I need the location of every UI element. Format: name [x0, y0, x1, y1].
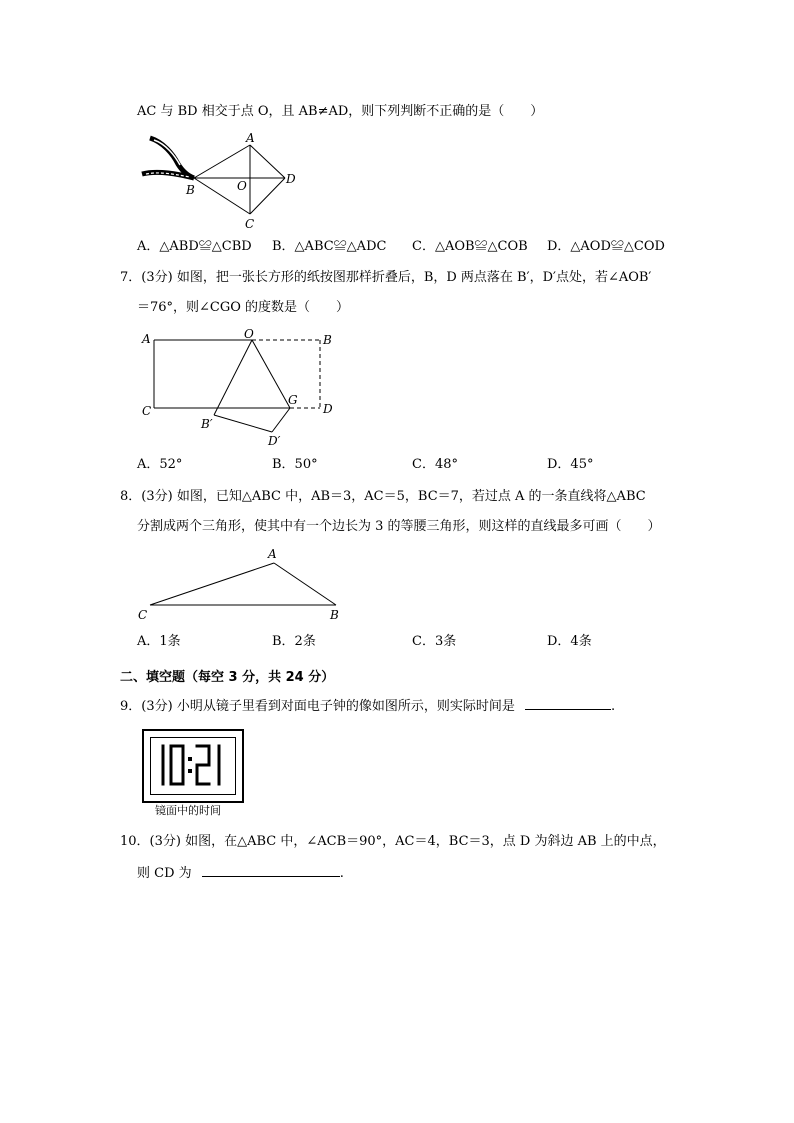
- label-G: G: [288, 393, 298, 407]
- edge-CA: [150, 563, 274, 605]
- section-title-fill-in: 二、填空题（每空 3 分，共 24 分）: [120, 670, 335, 685]
- label-D: D: [286, 172, 296, 186]
- edge-OB1: [214, 340, 252, 415]
- q10-stem-text: 则 CD 为: [137, 866, 192, 881]
- q7-stem-line2: ＝76°，则∠CGO 的度数是（ ）: [137, 300, 350, 315]
- fold-OG: [252, 340, 290, 408]
- q6-option-d[interactable]: D．△AOD≌△COD: [547, 239, 665, 254]
- q7-option-b[interactable]: B．50°: [272, 457, 318, 472]
- label-B: B: [186, 183, 195, 197]
- edge-B1D1: [214, 415, 272, 432]
- label-D-prime: D′: [268, 434, 281, 448]
- q7-figure: [140, 326, 340, 452]
- edge-AB: [274, 563, 336, 605]
- q9-stem: [120, 697, 615, 715]
- q8-stem-line1: 8．(3分) 如图，已知△ABC 中，AB＝3，AC＝5，BC＝7，若过点 A 的一条直线将△ABC: [120, 489, 646, 504]
- label-B: B: [323, 333, 332, 347]
- q8-figure: [136, 545, 346, 625]
- label-O: O: [237, 179, 247, 193]
- edge-AB: [194, 145, 250, 178]
- q7-option-a[interactable]: A．52°: [137, 457, 183, 472]
- q10-stem-line2: [137, 864, 344, 882]
- q9-stem-end: .: [610, 699, 616, 714]
- label-B-prime: B′: [201, 417, 213, 431]
- label-B: B: [330, 608, 339, 622]
- q6-stem-tail: AC 与 BD 相交于点 O，且 AB≠AD，则下列判断不正确的是（ ）: [137, 104, 544, 119]
- label-C: C: [142, 404, 152, 418]
- q8-option-d[interactable]: D．4条: [547, 634, 592, 649]
- q6-option-c[interactable]: C．△AOB≌△COB: [412, 239, 528, 254]
- q7-option-c[interactable]: C．48°: [412, 457, 458, 472]
- q9-answer-blank[interactable]: [525, 697, 611, 710]
- q8-stem-line2: 分割成两个三角形，使其中有一个边长为 3 的等腰三角形，则这样的直线最多可画（ ）: [137, 519, 661, 534]
- label-C: C: [245, 217, 255, 231]
- mirror-clock-digits: [151, 738, 233, 792]
- mirror-clock-caption: 镜面中的时间: [155, 804, 221, 817]
- q10-answer-blank[interactable]: [202, 864, 340, 877]
- q9-stem-text: 9．(3分) 小明从镜子里看到对面电子钟的像如图所示，则实际时间是: [120, 699, 515, 714]
- q6-option-a[interactable]: A．△ABD≌△CBD: [137, 239, 252, 254]
- q6-figure: [138, 132, 308, 232]
- mirror-clock-frame: [142, 729, 244, 803]
- q8-option-b[interactable]: B．2条: [272, 634, 316, 649]
- label-A: A: [142, 332, 151, 346]
- label-O: O: [244, 327, 254, 341]
- q7-option-d[interactable]: D．45°: [547, 457, 594, 472]
- edge-D1G: [272, 408, 290, 432]
- q10-stem-end: .: [339, 866, 344, 881]
- label-A: A: [268, 547, 277, 561]
- q6-option-b[interactable]: B．△ABC≌△ADC: [272, 239, 387, 254]
- q10-stem-line1: 10．(3分) 如图，在△ABC 中，∠ACB＝90°，AC＝4，BC＝3，点 D 为斜边 AB 上的中点，: [120, 834, 666, 849]
- q8-option-c[interactable]: C．3条: [412, 634, 457, 649]
- label-C: C: [138, 608, 148, 622]
- mirror-clock-display: [150, 737, 236, 795]
- q7-stem-line1: 7．(3分) 如图，把一张长方形的纸按图那样折叠后，B，D 两点落在 B′，D′点处，若∠AOB′: [120, 270, 652, 285]
- edge-DC: [250, 178, 285, 214]
- q8-option-a[interactable]: A．1条: [137, 634, 181, 649]
- label-D: D: [323, 402, 333, 416]
- edge-AD: [250, 145, 285, 178]
- label-A: A: [246, 131, 255, 145]
